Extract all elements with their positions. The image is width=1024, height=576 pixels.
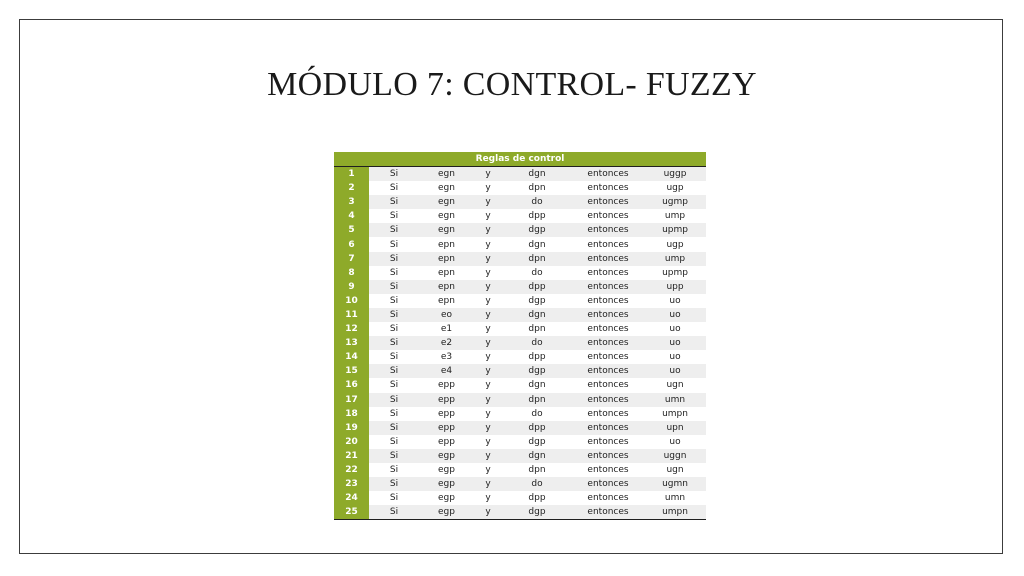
output-term-cell: ump — [644, 252, 706, 266]
rule-and-cell: y — [474, 393, 502, 407]
rule-number-cell: 24 — [334, 491, 369, 505]
table-row — [334, 393, 706, 407]
table-row — [334, 449, 706, 463]
table-row — [334, 223, 706, 237]
table-row — [334, 322, 706, 336]
table-row — [334, 350, 706, 364]
rule-if-cell: Si — [369, 393, 419, 407]
rule-if-cell: Si — [389, 465, 399, 476]
rule-then-cell: entonces — [572, 308, 644, 322]
rule-then-cell: entonces — [587, 408, 629, 419]
table-row — [334, 435, 706, 449]
rule-if-cell: Si — [369, 364, 419, 378]
rule-and-cell: y — [474, 449, 502, 463]
rule-and-cell: y — [485, 380, 491, 391]
rule-and-cell: y — [474, 336, 502, 350]
rule-and-cell: y — [485, 436, 491, 447]
derivative-term-cell: dgp — [528, 295, 546, 306]
table-row — [334, 336, 706, 350]
table-row — [334, 252, 706, 266]
error-term-cell: epn — [438, 267, 455, 278]
rule-then-cell: entonces — [587, 436, 629, 447]
rule-and-cell: y — [474, 505, 502, 520]
rule-number-cell: 9 — [334, 280, 369, 294]
rule-number-cell: 13 — [334, 336, 369, 350]
table-row — [334, 237, 706, 251]
rule-then-cell: entonces — [572, 252, 644, 266]
rule-number-cell: 11 — [334, 308, 369, 322]
output-term-cell: ugmn — [644, 477, 706, 491]
output-term-cell: upp — [644, 280, 706, 294]
rule-if-cell: Si — [389, 380, 399, 391]
output-term-cell: uo — [669, 352, 681, 363]
slide-title: MÓDULO 7: CONTROL- FUZZY — [267, 66, 757, 103]
rule-and-cell: y — [474, 223, 502, 237]
rule-if-cell: Si — [389, 493, 399, 504]
table-row — [334, 421, 706, 435]
error-term-cell: egp — [438, 465, 455, 476]
table-row — [334, 195, 706, 209]
rule-then-cell: entonces — [587, 493, 629, 504]
derivative-term-cell: dgp — [502, 223, 572, 237]
error-term-cell: e3 — [440, 352, 453, 363]
rule-if-cell: Si — [369, 477, 419, 491]
rule-if-cell: Si — [369, 336, 419, 350]
rule-and-cell: y — [474, 167, 502, 182]
output-term-cell: upn — [644, 421, 706, 435]
rule-number-cell: 16 — [334, 378, 369, 392]
table-row — [334, 407, 706, 421]
rule-and-cell: y — [474, 195, 502, 209]
output-term-cell: uo — [669, 295, 681, 306]
error-term-cell: epp — [438, 436, 455, 447]
output-term-cell: uo — [669, 436, 681, 447]
derivative-term-cell: dgp — [502, 505, 572, 520]
derivative-term-cell: dgp — [528, 436, 546, 447]
rule-if-cell: Si — [369, 449, 419, 463]
rule-if-cell: Si — [389, 239, 399, 250]
output-term-cell: uo — [644, 364, 706, 378]
error-term-cell: epp — [438, 408, 455, 419]
derivative-term-cell: dgn — [528, 239, 546, 250]
error-term-cell: epp — [419, 393, 474, 407]
rule-if-cell: Si — [369, 167, 419, 182]
error-term-cell: epp — [419, 421, 474, 435]
error-term-cell: egn — [419, 195, 474, 209]
table-row — [334, 167, 706, 182]
output-term-cell: uggn — [644, 449, 706, 463]
output-term-cell: ugp — [666, 239, 684, 250]
derivative-term-cell: do — [502, 477, 572, 491]
derivative-term-cell: do — [502, 195, 572, 209]
rule-number-cell: 12 — [334, 322, 369, 336]
rule-and-cell: y — [485, 465, 491, 476]
rule-and-cell: y — [474, 477, 502, 491]
output-term-cell: umpn — [662, 408, 688, 419]
rule-and-cell: y — [474, 364, 502, 378]
error-term-cell: eo — [419, 308, 474, 322]
output-term-cell: uo — [669, 324, 681, 335]
error-term-cell: epn — [438, 295, 455, 306]
derivative-term-cell: dgp — [502, 364, 572, 378]
rule-if-cell: Si — [369, 308, 419, 322]
rule-and-cell: y — [485, 267, 491, 278]
rule-then-cell: entonces — [572, 477, 644, 491]
output-term-cell: ugmp — [644, 195, 706, 209]
error-term-cell: egn — [438, 183, 455, 194]
rule-if-cell: Si — [369, 223, 419, 237]
rule-if-cell: Si — [389, 436, 399, 447]
rule-then-cell: entonces — [587, 295, 629, 306]
derivative-term-cell: do — [531, 267, 543, 278]
derivative-term-cell: dpp — [528, 352, 546, 363]
control-rules-table — [334, 152, 706, 520]
table-row — [334, 491, 706, 505]
table-row — [334, 378, 706, 392]
rule-if-cell: Si — [389, 295, 399, 306]
rule-and-cell: y — [485, 239, 491, 250]
derivative-term-cell: dpn — [528, 183, 546, 194]
rule-if-cell: Si — [389, 211, 399, 222]
rule-then-cell: entonces — [572, 195, 644, 209]
rule-then-cell: entonces — [587, 352, 629, 363]
rule-number-cell: 22 — [334, 463, 369, 477]
output-term-cell: uggp — [644, 167, 706, 182]
table-header: Reglas de control — [334, 152, 706, 167]
rule-if-cell: Si — [369, 280, 419, 294]
derivative-term-cell: dpp — [528, 493, 546, 504]
rule-then-cell: entonces — [572, 223, 644, 237]
table-row — [334, 266, 706, 280]
output-term-cell: upmp — [662, 267, 688, 278]
derivative-term-cell: dgn — [502, 449, 572, 463]
rule-then-cell: entonces — [572, 505, 644, 520]
error-term-cell: e2 — [419, 336, 474, 350]
error-term-cell: epp — [438, 380, 455, 391]
error-term-cell: egn — [419, 167, 474, 182]
rule-number-cell: 21 — [334, 449, 369, 463]
rule-if-cell: Si — [369, 195, 419, 209]
table-row — [334, 294, 706, 308]
table-body — [334, 167, 706, 520]
output-term-cell: uo — [644, 336, 706, 350]
output-term-cell: umn — [664, 493, 686, 504]
rule-and-cell: y — [485, 211, 491, 222]
rule-number-cell: 2 — [334, 181, 369, 195]
rule-then-cell: entonces — [572, 421, 644, 435]
output-term-cell: ugn — [666, 465, 684, 476]
derivative-term-cell: dgn — [502, 167, 572, 182]
rule-number-cell: 23 — [334, 477, 369, 491]
rule-then-cell: entonces — [587, 267, 629, 278]
rule-then-cell: entonces — [572, 167, 644, 182]
rule-number-cell: 1 — [334, 167, 369, 182]
error-term-cell: egp — [419, 449, 474, 463]
derivative-term-cell: do — [502, 336, 572, 350]
rule-number-cell: 7 — [334, 252, 369, 266]
table-row — [334, 209, 706, 223]
derivative-term-cell: dpn — [502, 393, 572, 407]
table-row — [334, 181, 706, 195]
output-term-cell: umn — [644, 393, 706, 407]
rule-and-cell: y — [474, 252, 502, 266]
rule-if-cell: Si — [389, 324, 399, 335]
rule-and-cell: y — [485, 324, 491, 335]
rule-number-cell: 4 — [334, 209, 369, 223]
rule-then-cell: entonces — [572, 393, 644, 407]
derivative-term-cell: do — [531, 408, 543, 419]
rule-if-cell: Si — [389, 408, 399, 419]
table-row — [334, 308, 706, 322]
rule-then-cell: entonces — [587, 380, 629, 391]
error-term-cell: e1 — [440, 324, 453, 335]
derivative-term-cell: dpn — [502, 252, 572, 266]
rule-if-cell: Si — [389, 183, 399, 194]
rule-number-cell: 20 — [334, 435, 369, 449]
rule-and-cell: y — [474, 280, 502, 294]
rule-if-cell: Si — [389, 352, 399, 363]
rule-then-cell: entonces — [587, 239, 629, 250]
rule-and-cell: y — [485, 183, 491, 194]
rule-number-cell: 14 — [334, 350, 369, 364]
rule-then-cell: entonces — [587, 324, 629, 335]
error-term-cell: egp — [438, 493, 455, 504]
rule-then-cell: entonces — [572, 280, 644, 294]
derivative-term-cell: dpp — [502, 280, 572, 294]
rule-then-cell: entonces — [587, 183, 629, 194]
rule-and-cell: y — [474, 308, 502, 322]
rule-number-cell: 8 — [334, 266, 369, 280]
rule-if-cell: Si — [369, 421, 419, 435]
table-row — [334, 364, 706, 378]
error-term-cell: epn — [419, 280, 474, 294]
rule-number-cell: 3 — [334, 195, 369, 209]
derivative-term-cell: dgn — [528, 380, 546, 391]
rule-number-cell: 15 — [334, 364, 369, 378]
rule-number-cell: 18 — [334, 407, 369, 421]
table-row — [334, 463, 706, 477]
rule-number-cell: 17 — [334, 393, 369, 407]
rule-if-cell: Si — [389, 267, 399, 278]
rule-number-cell: 25 — [334, 505, 369, 520]
error-term-cell: egn — [419, 223, 474, 237]
output-term-cell: umpn — [644, 505, 706, 520]
error-term-cell: epn — [438, 239, 455, 250]
rule-if-cell: Si — [369, 252, 419, 266]
error-term-cell: e4 — [419, 364, 474, 378]
output-term-cell: uo — [644, 308, 706, 322]
table-row — [334, 280, 706, 294]
rule-then-cell: entonces — [587, 465, 629, 476]
rule-then-cell: entonces — [572, 336, 644, 350]
derivative-term-cell: dpp — [502, 421, 572, 435]
output-term-cell: ugp — [666, 183, 684, 194]
derivative-term-cell: dpn — [528, 465, 546, 476]
derivative-term-cell: dpn — [528, 324, 546, 335]
rule-number-cell: 10 — [334, 294, 369, 308]
rule-and-cell: y — [485, 352, 491, 363]
table-header-row — [334, 152, 706, 167]
table-row — [334, 505, 706, 520]
rule-and-cell: y — [474, 421, 502, 435]
rule-then-cell: entonces — [587, 211, 629, 222]
derivative-term-cell: dgn — [502, 308, 572, 322]
rule-number-cell: 19 — [334, 421, 369, 435]
error-term-cell: epn — [419, 252, 474, 266]
rule-and-cell: y — [485, 493, 491, 504]
error-term-cell: egp — [419, 505, 474, 520]
table-row — [334, 477, 706, 491]
rule-and-cell: y — [485, 408, 491, 419]
error-term-cell: egn — [438, 211, 455, 222]
error-term-cell: egp — [419, 477, 474, 491]
rule-number-cell: 5 — [334, 223, 369, 237]
derivative-term-cell: dpp — [528, 211, 546, 222]
rule-number-cell: 6 — [334, 237, 369, 251]
output-term-cell: upmp — [644, 223, 706, 237]
rule-and-cell: y — [485, 295, 491, 306]
rule-then-cell: entonces — [572, 449, 644, 463]
rule-if-cell: Si — [369, 505, 419, 520]
output-term-cell: ugn — [666, 380, 684, 391]
output-term-cell: ump — [664, 211, 686, 222]
rule-then-cell: entonces — [572, 364, 644, 378]
